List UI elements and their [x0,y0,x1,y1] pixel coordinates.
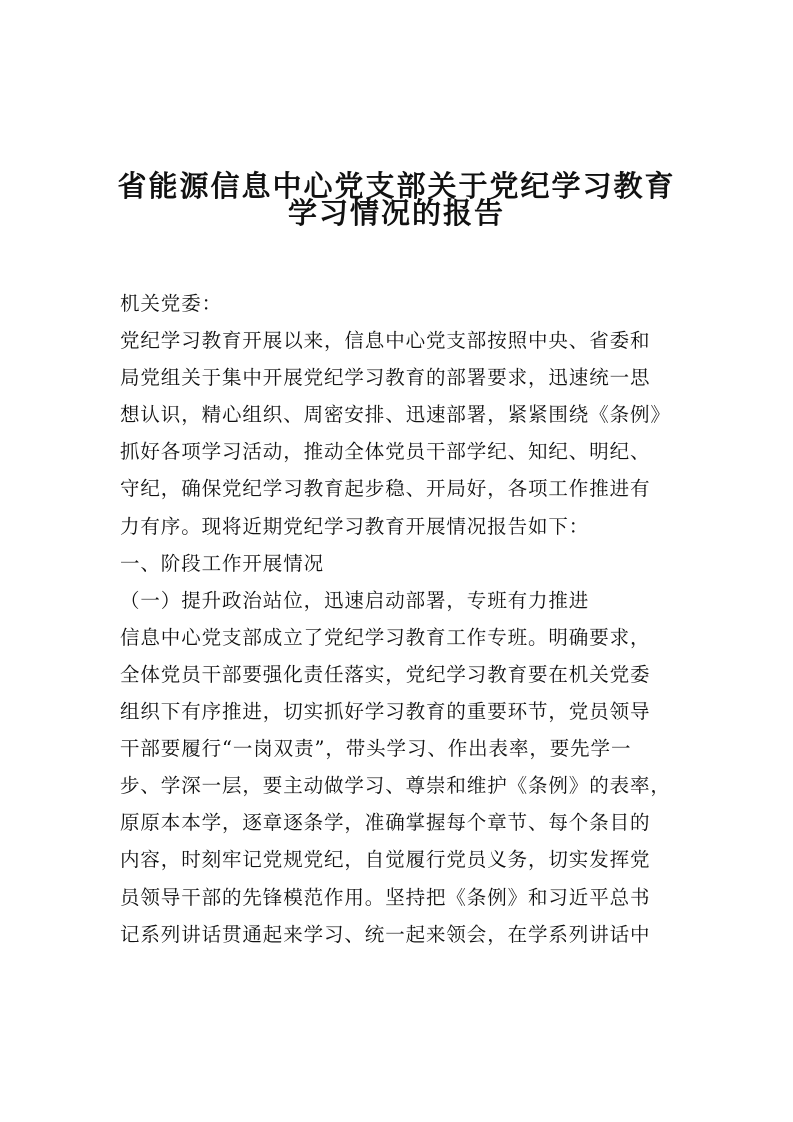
paragraph-line: 全体党员干部要强化责任落实，党纪学习教育要在机关党委 [120,662,651,686]
paragraph-line: 局党组关于集中开展党纪学习教育的部署要求，迅速统一思 [120,366,651,390]
document-title-line-1: 省能源信息中心党支部关于党纪学习教育 [117,169,676,203]
paragraph-line: 抓好各项学习活动，推动全体党员干部学纪、知纪、明纪、 [120,440,651,464]
paragraph-line: 内容，时刻牢记党规党纪，自觉履行党员义务，切实发挥党 [120,848,651,872]
paragraph-line: 干部要履行“一岗双责”，带头学习、作出表率，要先学一 [120,737,632,761]
section-heading: 一、阶段工作开展情况 [120,551,325,575]
paragraph-line: 记系列讲话贯通起来学习、统一起来领会，在学系列讲话中 [120,922,651,946]
salutation: 机关党委： [120,292,223,315]
paragraph-line: 信息中心党支部成立了党纪学习教育工作专班。明确要求， [120,625,651,649]
paragraph-line: 原原本本学，逐章逐条学，准确掌握每个章节、每个条目的 [120,811,651,835]
paragraph-line: 党纪学习教育开展以来，信息中心党支部按照中央、省委和 [120,329,651,353]
paragraph-line: 步、学深一层，要主动做学习、尊崇和维护《条例》的表率， [120,774,671,798]
document-title-line-2: 学习情况的报告 [287,196,505,230]
paragraph-line: 组织下有序推进，切实抓好学习教育的重要环节，党员领导 [120,700,651,724]
document-body [120,285,690,953]
paragraph-line: 力有序。现将近期党纪学习教育开展情况报告如下： [120,514,590,538]
subsection-heading: （一）提升政治站位，迅速启动部署，专班有力推进 [120,588,590,612]
paragraph-line: 守纪，确保党纪学习教育起步稳、开局好，各项工作推进有 [120,477,651,501]
paragraph-line: 想认识，精心组织、周密安排、迅速部署，紧紧围绕《条例》 [120,403,671,427]
paragraph-line: 员领导干部的先锋模范作用。坚持把《条例》和习近平总书 [120,885,651,909]
